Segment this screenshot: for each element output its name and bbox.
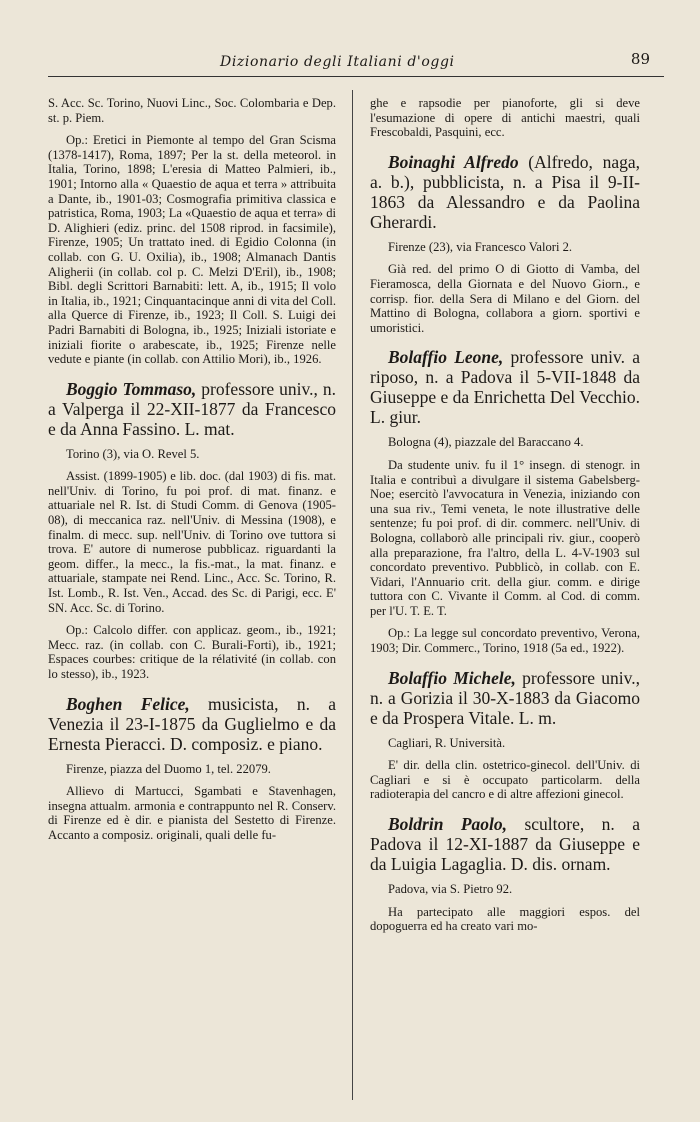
entry-paragraph: Ha partecipato alle maggiori espos. del dopoguerra ed ha creato vari mo-	[370, 904, 640, 934]
entry-heading	[370, 347, 640, 427]
entry-address: Padova, via S. Pietro 92.	[388, 882, 513, 897]
entry-paragraph: Assist. (1899-1905) e lib. doc. (dal 1903) di fis. mat. nell'Univ. di Torino, fu poi prof. di mat. finanz. e attuariale nel R. Ist. di Studi Comm. di Genova (1905-08), di meccanica raz. nell'Univ. di Messina (1908), e finalm. di mecc. sup. nell'Univ. di Torino ove tuttora si trova. E' autore di numerose pubblicaz. riguardanti la geom. differ., la mecc., la fis.-mat., la mat. finanz. e attuariale, stampate nei Rend. Linc., Acc. Sc. Torino, R. Ist. Lomb., R. Ist. Ven., Accad. des Sc. di Parigi, ecc. E' SN. Acc. Sc. di Torino.	[48, 469, 336, 615]
entry-paragraph: Già red. del primo O di Giotto di Vamba, del Fieramosca, della Giornata e del Nuovo Giorn., e corrisp. fior. della Sera di Milano e del Giorn. del Mattino di Bologna, collabora a giorn. sportivi e umoristici.	[370, 262, 640, 335]
entry-description: professore univ., n. a Valperga il 22-XII-1877 da Francesco e da Anna Fassino. L. mat.	[48, 378, 336, 439]
entry-address: Firenze, piazza del Duomo 1, tel. 22079.	[66, 761, 271, 776]
entry-address: Bologna (4), piazzale del Baraccano 4.	[388, 435, 584, 450]
column-divider	[352, 90, 353, 1100]
entry-paragraph: S. Acc. Sc. Torino, Nuovi Linc., Soc. Colombaria e Dep. st. p. Piem.	[48, 96, 336, 125]
entry-name: Boldrin Paolo,	[388, 814, 508, 835]
entry-description: professore univ., n. a Gorizia il 30-X-1883 da Giacomo e da Prospera Vitale. L. m.	[370, 667, 640, 728]
entry-paragraph: Op.: Calcolo differ. con applicaz. geom., ib., 1921; Mecc. raz. (in collab. con C. Burali-Forti), ib., 1921; Espaces courbes: critique de la rélativité (in collab. con lo stesso), ib., 1923.	[48, 623, 336, 681]
right-column	[370, 96, 640, 942]
entry-paragraph: ghe e rapsodie per pianoforte, gli si deve l'esumazione di opere di antichi maestri, quali Frescobaldi, Pasquini, ecc.	[370, 96, 640, 140]
entry-heading	[370, 814, 640, 874]
running-header	[48, 50, 664, 77]
entry-description: professore univ. a riposo, n. a Padova il 5-VII-1848 da Giuseppe e da Enrichetta Del Vecchio. L. giur.	[370, 347, 640, 428]
entry-paragraph: Da studente univ. fu il 1° insegn. di stenogr. in Italia e contribuì a divulgare il sistema Gabelsberg-Noe; esercitò l'avvocatura in Venezia, iniziando con una sua riv., Temi veneta, le note illustrative delle sentenze; fu poi prof. di dir. commerc. nell'Univ. di Bologna, collaborò alle principali riv. giur., cooperò alla preparazione, fra l'altro, della L. 4-V-1903 sul concordato preventivo. Pubblicò, in collab. con E. Vidari, l'Annuario crit. della giur. comm. e dirige tuttora con C. Vivante il Comm. al Cod. di comm. per l'U. T. E. T.	[370, 457, 640, 618]
entry-description: musicista, n. a Venezia il 23-I-1875 da Guglielmo e da Ernesta Pieracci. D. composiz. e piano.	[48, 693, 336, 754]
entry-paragraph: Op.: La legge sul concordato preventivo, Verona, 1903; Dir. Commerc., Torino, 1918 (5a ed., 1922).	[370, 626, 640, 656]
entry-paragraph: Op.: Eretici in Piemonte al tempo del Gran Scisma (1378-1417), Roma, 1897; Per la st. della meteorol. in Italia, Torino, 1898; L'eresia di Matteo Palmieri, ib., 1901; Intorno alla « Quaestio de aqua et terra » attribuita a Dante, ib., 1901-03; Cosmografia primitiva classica e patristica, Roma, 1903; La «Quaestio de aqua et terra» di D. Alighieri (ediz. princ. del 1508 riprod. in facsimile), Firenze, 1905; Un trattato ined. di Egidio Colonna (in collab. con G. U. Oxilia), ib., 1908; Almanach Dantis Aligherii (in collab. col p. C. Melzi D'Eril), ib., 1908; Bibl. degli Scrittori Barnabiti: lett. A, ib., 1915; Il volo in Italia, ib., 1921; Cinquantacinque anni di vita del Coll. alla Querce di Firenze, ib., 1923; Il Coll. S. Luigi dei Padri Barnabiti di Bologna, ib., 1925; Iniziali istoriate e iniziali fiorite o arabescate, ib., 1925; Firenze nelle vedute e piante (in collab. con Attilio Mori), ib., 1926.	[48, 133, 336, 367]
entry-address: Torino (3), via O. Revel 5.	[66, 446, 200, 461]
entry-heading	[48, 379, 336, 439]
left-column	[48, 96, 336, 851]
entry-name: Boggio Tommaso,	[66, 378, 197, 399]
entry-heading	[370, 152, 640, 232]
entry-name: Boghen Felice,	[66, 693, 190, 714]
entry-heading	[48, 694, 336, 754]
entry-address: Cagliari, R. Università.	[388, 735, 506, 750]
entry-name: Bolaffio Michele,	[388, 667, 516, 688]
entry-heading	[370, 668, 640, 728]
entry-name: Boinaghi Alfredo	[388, 151, 519, 172]
entry-name: Bolaffio Leone,	[388, 347, 504, 368]
entry-address: Firenze (23), via Francesco Valori 2.	[388, 239, 573, 254]
entry-description: (Alfredo, naga, a. b.), pubblicista, n. a Pisa il 9-II-1863 da Alessandro e da Paolina Gherardi.	[370, 151, 640, 232]
entry-paragraph: E' dir. della clin. ostetrico-ginecol. dell'Univ. di Cagliari e si è occupato particolarm. della radioterapia del cancro e di altre affezioni ginecol.	[370, 758, 640, 802]
entry-description: scultore, n. a Padova il 12-XI-1887 da Giuseppe e da Luigia Lagaglia. D. dis. ornam.	[370, 814, 640, 875]
entry-paragraph: Allievo di Martucci, Sgambati e Stavenhagen, insegna attualm. armonia e contrappunto nel R. Conserv. di Firenze ed è dir. e pianista del Sestetto di Firenze. Accanto a composiz. originali, quali delle fu-	[48, 784, 336, 842]
running-title: Dizionario degli Italiani d'oggi	[220, 54, 455, 70]
page-number: 89	[630, 50, 650, 68]
